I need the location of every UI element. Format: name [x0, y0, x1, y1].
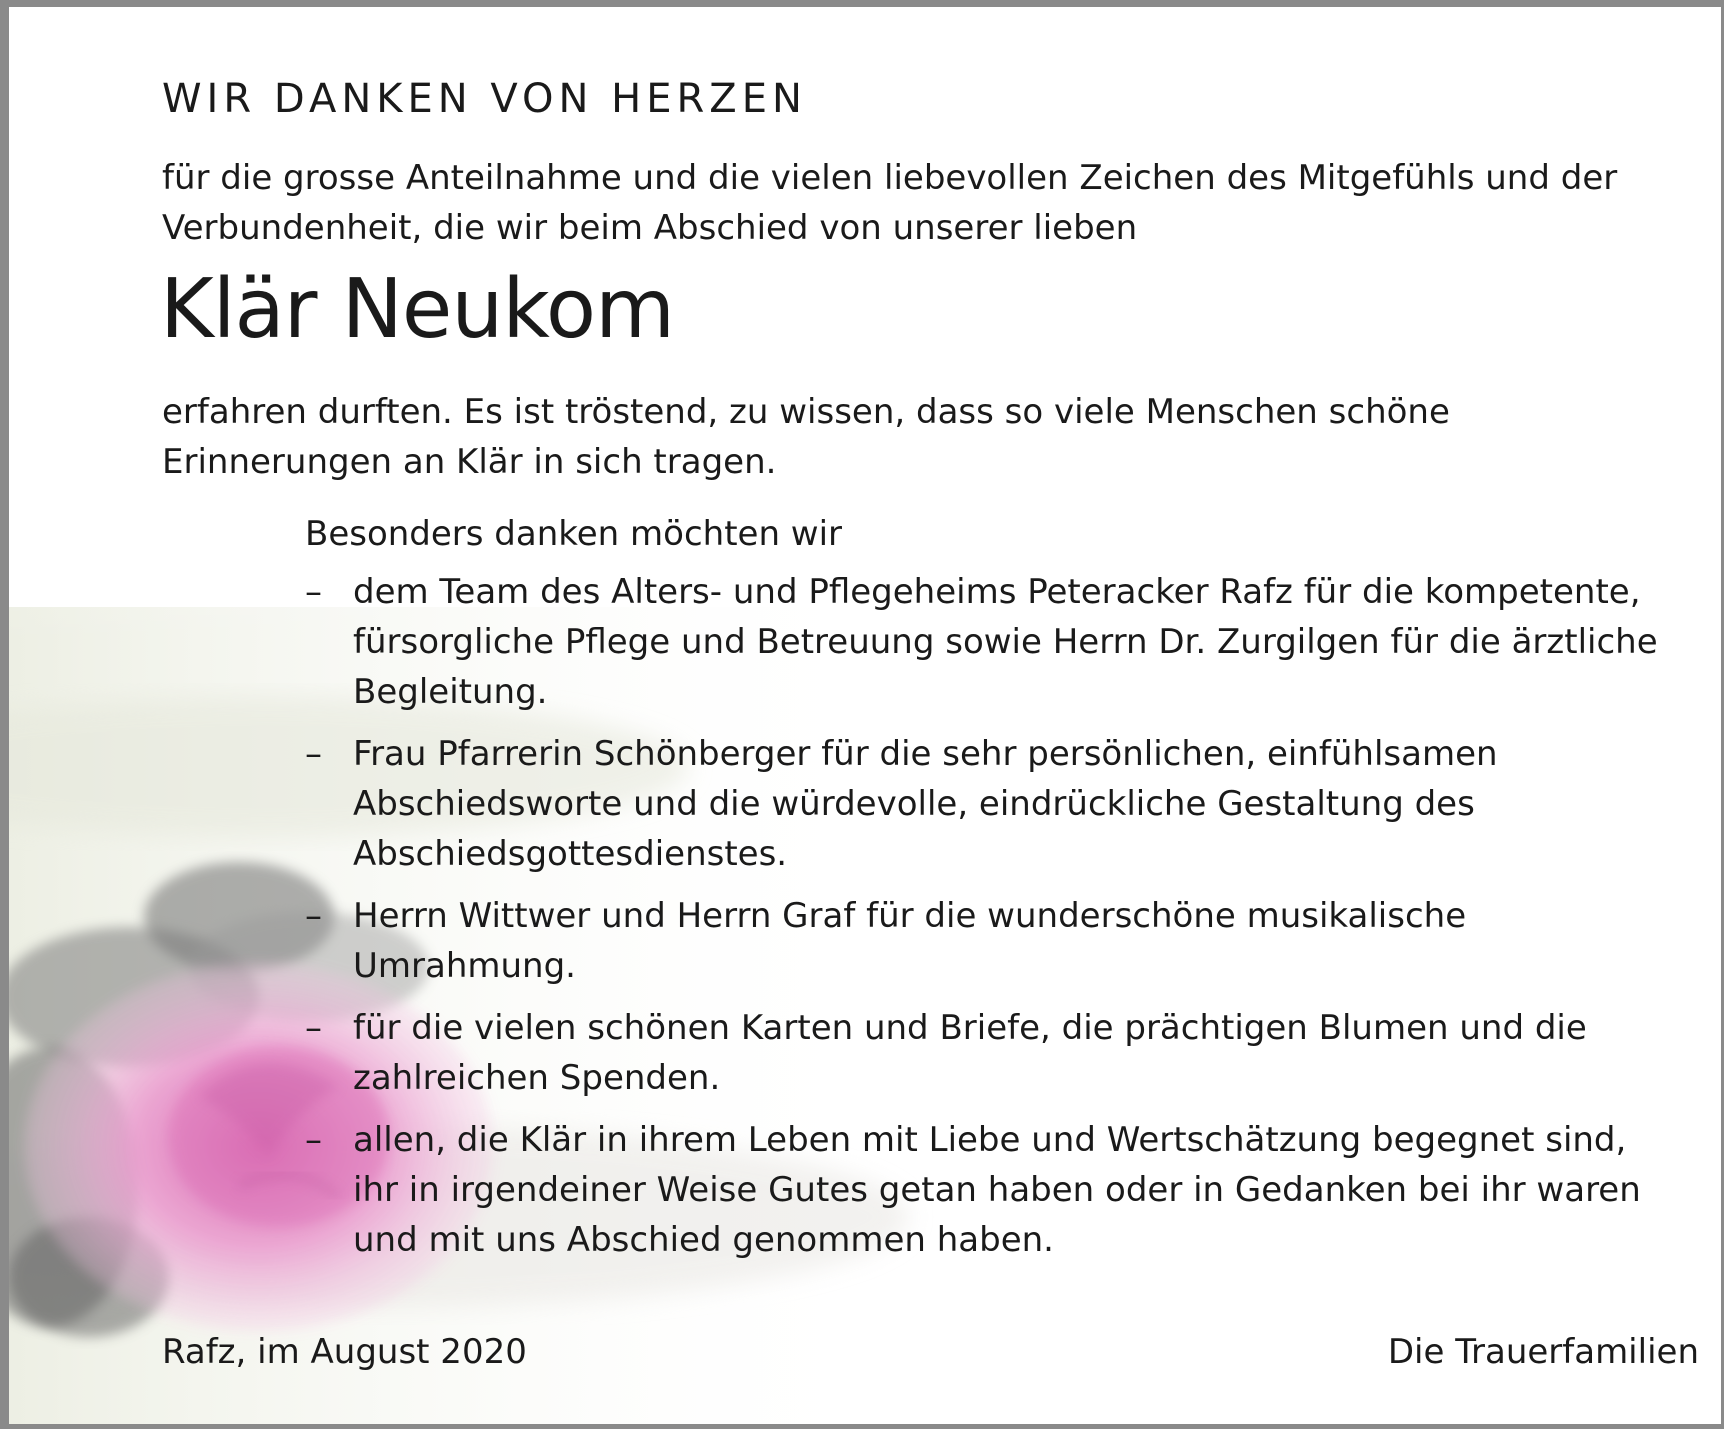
thanks-item [305, 729, 1675, 879]
thanks-item-text: für die vielen schönen Karten und Briefe, die prächtigen Blumen und die zahlreichen Spenden. [353, 1008, 1587, 1098]
thanks-item-text: Herrn Wittwer und Herrn Graf für die wunderschöne musikalische Umrahmung. [353, 896, 1467, 986]
dash-mark: – [305, 734, 322, 774]
dash-mark: – [305, 572, 322, 612]
thanks-item-text: dem Team des Alters- und Pflegeheims Peteracker Rafz für die kompetente, fürsorgliche Pflege und Betreuung sowie Herrn Dr. Zurgilgen für die ärztliche Begleitung. [353, 572, 1658, 712]
thanks-list [305, 567, 1675, 1277]
dash-mark: – [305, 1120, 322, 1160]
dash-mark: – [305, 1008, 322, 1048]
thanks-item [305, 891, 1675, 991]
thanks-item [305, 1115, 1675, 1265]
place-date: Rafz, im August 2020 [162, 1332, 527, 1372]
deceased-name: Klär Neukom [160, 262, 674, 357]
signature: Die Trauerfamilien [1387, 1332, 1699, 1372]
thanks-item-text: allen, die Klär in ihrem Leben mit Liebe und Wertschätzung begegnet sind, ihr in irgendeiner Weise Gutes getan haben oder in Gedanken bei ihr waren und mit uns Abschied genommen haben. [353, 1120, 1641, 1260]
after-name-paragraph: erfahren durften. Es ist tröstend, zu wissen, dass so viele Menschen schöne Erinnerungen an Klär in sich tragen. [162, 392, 1450, 482]
thanks-item [305, 567, 1675, 717]
notice-content [9, 7, 1721, 1424]
thanks-item [305, 1003, 1675, 1103]
thanks-item-text: Frau Pfarrerin Schönberger für die sehr persönlichen, einfühlsamen Abschiedsworte und die würdevolle, eindrückliche Gestaltung des Abschiedsgottesdienstes. [353, 734, 1498, 874]
dash-mark: – [305, 896, 322, 936]
thanks-lead: Besonders danken möchten wir [305, 514, 843, 554]
notice-heading: WIR DANKEN VON HERZEN [162, 76, 807, 122]
intro-paragraph: für die grosse Anteilnahme und die vielen liebevollen Zeichen des Mitgefühls und der Verbundenheit, die wir beim Abschied von unserer lieben [162, 158, 1618, 248]
